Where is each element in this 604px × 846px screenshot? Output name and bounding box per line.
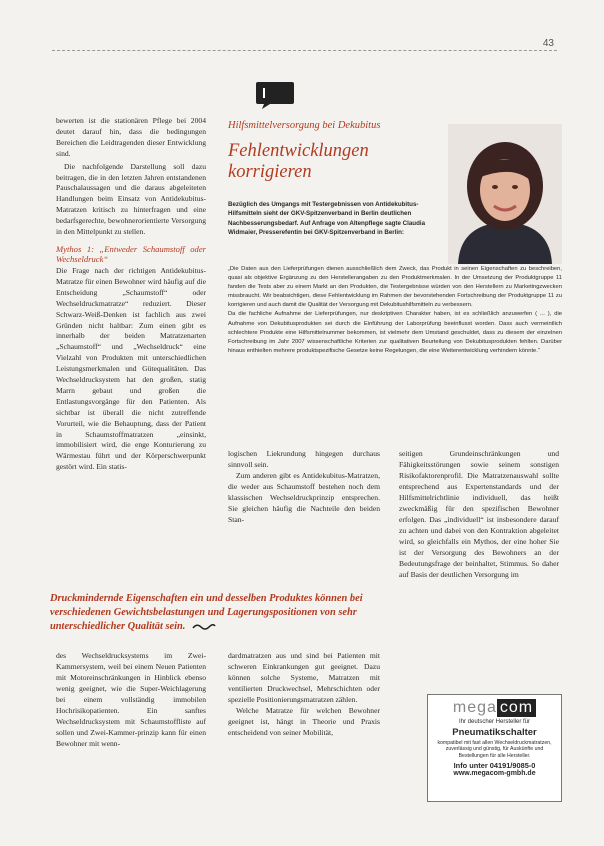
megacom-logo: mega com (428, 699, 561, 717)
left-para-3: Die Frage nach der richtigen Antidekubitus-Matratze für einen Bewohner wird häufig auf die Entscheidung „Schaumstoff“ oder Wechseldruckmatratze“ reduziert. Dieser Schwarz-Weiß-Denken ist fachlich aus zwei Gründen nicht haltbar: Zum einen gibt es innerhalb der beiden Matratzenarten „Schaumstoff“ und „Wechseldruck“ eine Vielzahl von Produkten mit unterschiedlichen Leistungsmerkmalen und Gütequalitäten. Das Wechseldrucksystem hat den großen, statig Marrn gebaut und großen die Entlastungsvorgänge für den Patienten. Als sichtbar ist überall die nicht zutreffende Vorurteil, wie die Behauptung, dass der Patient in Schaumstoffmatratzen „einsinkt, immobilisiert wird, die enge Konturierung zu Wärmestau führt und der Körperschwerpunkt gestört wird. Ein statis- (56, 265, 206, 472)
ad-description: kompatibel mit fast allen Wechseldruckmatratzen, zuverlässig und günstig, für Auskünfte und Bestellungen für alle Hersteller. (437, 740, 552, 759)
ad-tagline: Ihr deutscher Hersteller für (458, 719, 531, 725)
left-para-1: bewerten ist die stationären Pflege bei 2004 deutet darauf hin, dass die bedingungen Bereichen die Leidtragenden dieser Entwicklung sind. (56, 116, 206, 158)
pull-quote (50, 592, 380, 634)
quote-para-2: Da die fachliche Aufnahme der Lieferprüfungen, nur deskriptiven Charakter haben, ist es schließlich anzuwerfen ( ... ), die Aufnahme von Dekubitusprodukten sei durch die Einführung der Laborprüfung beeinflusst worden. Dass auch vermeintlich schlechtere Produkte eine Hilfsmittelnummer bekommen, ist vielmehr dem Umstand geschuldet, dass zu diesem der einzelnen Fortschreibung im Jahr 2007 wissenschaftliche Kriterien zur qualitativen Beurteilung von Dekubitusprodukten fehlten. Darüber hinaus enthielten mehrere produktspezifische Gesetze keine Regelungen, die eine Weiterentwicklung verhindern könnte.“ (228, 311, 562, 354)
ad-phone: Info unter 04191/9085-0 (453, 761, 536, 771)
pull-quote-text: Druckmindernde Eigenschaften ein und desselben Produktes können bei verschiedenen Gewichtsbelastungen und Lagerungspositionen von sehr unterschiedlicher Qualität sein. (50, 593, 363, 632)
mid-2-text: seitigen Grundeinschränkungen und Fähigkeitsstörungen sowie seinem sonstigen Risikofaktorenprofil. Die Matratzenauswahl sollte entsprechend aus Expertenstandards und der Hilfsmittelrichtlinie individuell, das heißt zweckmäßig für den spezifischen Bewohner erfolgen. Das „individuell“ ist insbesondere darauf zu achten und dabei von den Kontraktion abgeleitet wird, so gleichfalls ein Mythos, der eine hoher Sie ist der Versorgung des Bewohners an der Bedeutungsfrage der beinhaltet, Stimmus. So daher auf Basis der deutlichen Versorgung im (399, 449, 559, 579)
middle-column-1 (228, 448, 380, 525)
middle-column-2 (399, 448, 559, 580)
bot-2-text: dardmatratzen aus und sind bei Patienten mit schweren Einkrankungen gut geeignet. Dazu können solche Systeme, Matratzen mit ventilierten Druckwechsel, Mehrschichten oder spezielle Positionierungsmatratzen zählen. (228, 651, 380, 704)
page-number: 43 (542, 38, 554, 49)
squiggle-ornament-icon (192, 623, 216, 631)
megacom-advertisement[interactable] (427, 694, 562, 802)
portrait-photo (448, 124, 562, 264)
article-intro: Bezüglich des Umgangs mit Testergebnissen von Antidekubitus-Hilfsmitteln sieht der GKV-Spitzenverband in Berlin deutlichen Nachbesserungsbedarf. Auf Anfrage von Altenpflege sagte Claudia Widmaier, Presserefentin bei GKV-Spitzenverband in Berlin: (228, 201, 426, 237)
ad-website-link[interactable]: www.megacom-gmbh.de (453, 770, 536, 778)
quote-para-1: „Die Daten aus den Lieferprüfungen dienen ausschließlich dem Zweck, das Produkt in seinen Eigenschaften zu beschreiben, quasi als objektive Ergänzung zu den Herstellerangaben zu den Produktmerkmalen. In der Umsetzung der Produktgruppe 11 fanden die Tests aber zu einem Markt an den Produkten, die Testergebnisse würden von den Herstellern zu Marketingzwecken missbraucht. Wir beabsichtigen, diese Fehlentwicklung im Rahmen der bevorstehenden Fortschreibung der Produktgruppe 11 zu korrigieren und auch damit die Qualität der Versorgung mit Dekubitushilfsmitteln zu verbessern. (228, 266, 562, 309)
left-column (56, 116, 206, 475)
article-kicker: Hilfsmittelversorgung bei Dekubitus (228, 120, 381, 131)
bottom-column-1 (56, 650, 206, 749)
quote-block (228, 265, 562, 356)
left-para-2: Die nachfolgende Darstellung soll dazu beitragen, die in den letzten Jahren entstandenen Pauschalaussagen und die daraus abgeleiteten Handlungen beim Einsatz von Antidekubitus-Matratzen kritisch zu hinterfragen und eine bedarfsgerechte, bewohnerorientierte Versorgung in den Mittelpunkt zu stellen. (56, 161, 206, 237)
subhead-mythos-1: Mythos 1: „Entweder Schaumstoff oder Wechseldruck“ (56, 243, 206, 264)
mid-1-text-b: Zum anderen gibt es Antidekubitus-Matratzen, die weder aus Schaumstoff bestehen noch dem klassischen Wechseldruckprinzip entsprechen. Sie gleichen häufig die Nachteile den beiden Stan- (228, 471, 380, 524)
top-rule (52, 50, 557, 51)
article-headline: Fehlentwicklungen korrigieren (228, 141, 369, 182)
speech-bubble-icon (254, 80, 296, 110)
bottom-column-2 (228, 650, 380, 738)
mid-1-text: logischen Liekrundung hingegen durchaus sinnvoll sein. (228, 449, 380, 469)
ad-product: Pneumatikschalter (452, 727, 537, 738)
bot-2-text-b: Welche Matratze für welchen Bewohner geeignet ist, hängt in Theorie und Praxis entscheidend von seiner Mobilität, (228, 706, 380, 737)
bot-1-text: des Wechseldrucksystems im Zwei-Kammersystem, weil bei einem Neuen Patienten mit Motoreinschränkungen in Hinblick ebenso wenig geeignet, wie die Super-Weichlagerung bei einem vollständig immobilen Hochrisikopatienten. Ein sanftes Wechseldrucksystem mit Schaumstoffliste auf sollen und Zwei-Kammer-prinzip kann für einen Bewohner mit wenn- (56, 651, 206, 748)
